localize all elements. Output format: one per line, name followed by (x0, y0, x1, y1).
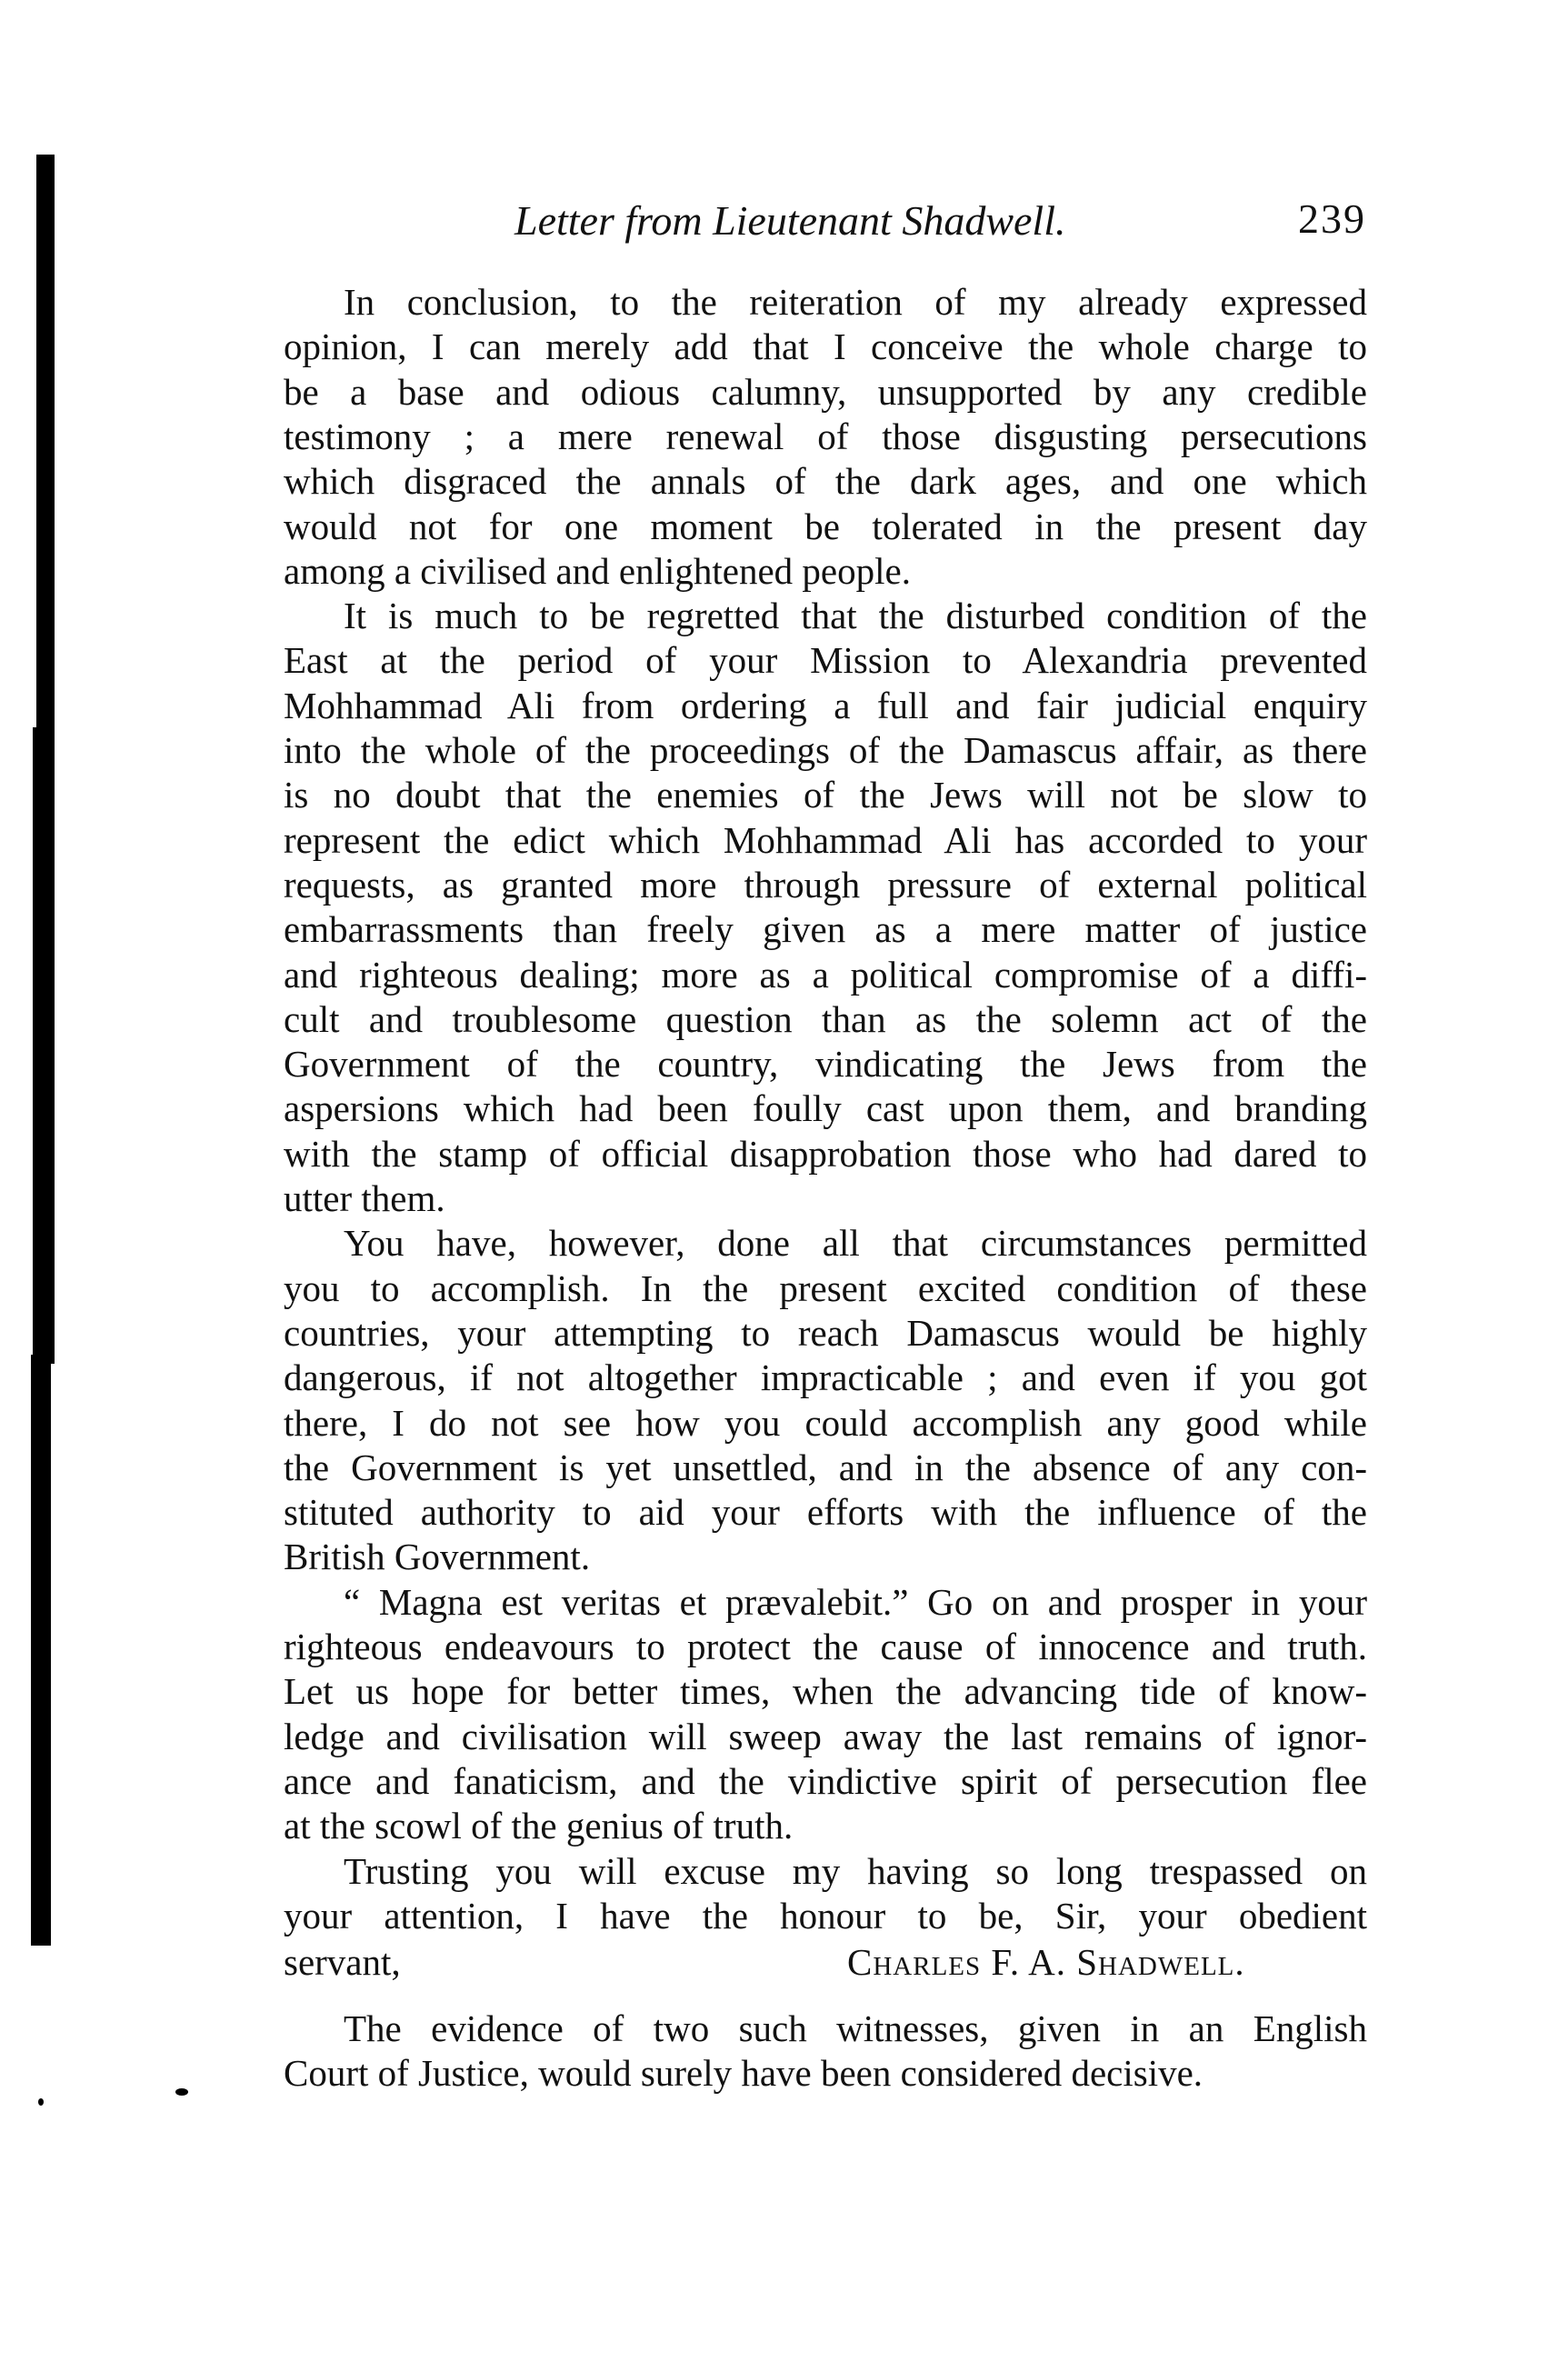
text-line: into the whole of the proceedings of the Damascus affair, as there (284, 729, 1367, 771)
text-line: righteous endeavours to protect the cause of innocence and truth. (284, 1626, 1367, 1667)
text-line: “ Magna est veritas et prævalebit.” Go on and prosper in your (344, 1580, 1367, 1623)
text-line: The evidence of two such witnesses, given in an English (344, 2007, 1367, 2049)
text-line: Government of the country, vindicating the Jews from the (284, 1043, 1367, 1086)
text-line: embarrassments than freely given as a mere matter of justice (284, 908, 1367, 951)
text-line: Mohhammad Ali from ordering a full and fair judicial enquiry (284, 684, 1367, 726)
text-line: which disgraced the annals of the dark ages, and one which (284, 460, 1367, 503)
text-line: It is much to be regretted that the disturbed condition of the (344, 595, 1367, 637)
closing-salutation: servant, (284, 1941, 401, 1983)
text-line: your attention, I have the honour to be, Sir, your obedient (284, 1894, 1367, 1937)
text-line: In conclusion, to the reiteration of my already expressed (344, 281, 1367, 323)
text-line: utter them. (284, 1177, 445, 1219)
text-line: would not for one moment be tolerated in the present day (284, 505, 1367, 547)
text-line: cult and troublesome question than as the solemn act of the (284, 997, 1367, 1040)
text-line: aspersions which had been foully cast upon them, and branding (284, 1087, 1367, 1130)
text-line: the Government is yet unsettled, and in the absence of any con- (284, 1446, 1367, 1488)
text-line: you to accomplish. In the present excited condition of these (284, 1266, 1367, 1309)
text-line: You have, however, done all that circumstances permitted (344, 1222, 1367, 1265)
text-line: Court of Justice, would surely have been considered decisive. (284, 2052, 1203, 2095)
scan-speck (38, 2098, 44, 2106)
text-line: represent the edict which Mohhammad Ali has accorded to your (284, 818, 1367, 861)
text-line: opinion, I can merely add that I conceive the whole charge to (284, 325, 1367, 368)
scan-edge-shadow (33, 727, 55, 1364)
text-line: is no doubt that the enemies of the Jews will not be slow to (284, 774, 1367, 816)
text-line: among a civilised and enlightened people. (284, 549, 911, 592)
text-line: there, I do not see how you could accomplish any good while (284, 1401, 1367, 1444)
text-line: and righteous dealing; more as a political compromise of a diffi- (284, 953, 1367, 996)
text-line: requests, as granted more through pressure of external political (284, 863, 1367, 906)
signature: Charles F. A. Shadwell. (847, 1941, 1245, 1983)
text-line: dangerous, if not altogether impracticable ; and even if you got (284, 1356, 1367, 1399)
text-line: East at the period of your Mission to Alexandria prevented (284, 639, 1367, 682)
text-line: ledge and civilisation will sweep away the last remains of ignor- (284, 1715, 1367, 1757)
scan-edge-shadow (31, 1355, 51, 1946)
text-line: Trusting you will excuse my having so long trespassed on (344, 1849, 1367, 1892)
text-line: testimony ; a mere renewal of those disgusting persecutions (284, 415, 1367, 457)
text-line: stituted authority to aid your efforts with the influence of the (284, 1491, 1367, 1534)
text-line: Let us hope for better times, when the advancing tide of know- (284, 1670, 1367, 1713)
text-line: at the scowl of the genius of truth. (284, 1805, 794, 1847)
scan-edge-shadow (36, 155, 55, 736)
running-title: Letter from Lieutenant Shadwell. (514, 197, 1066, 244)
text-line: ance and fanaticism, and the vindictive spirit of persecution flee (284, 1759, 1367, 1802)
text-line: British Government. (284, 1536, 591, 1578)
scan-speck (175, 2088, 188, 2096)
page-number: 239 (1298, 195, 1366, 242)
text-line: countries, your attempting to reach Damascus would be highly (284, 1311, 1367, 1354)
text-line: with the stamp of official disapprobation those who had dared to (284, 1132, 1367, 1175)
text-line: be a base and odious calumny, unsupported by any credible (284, 370, 1367, 413)
